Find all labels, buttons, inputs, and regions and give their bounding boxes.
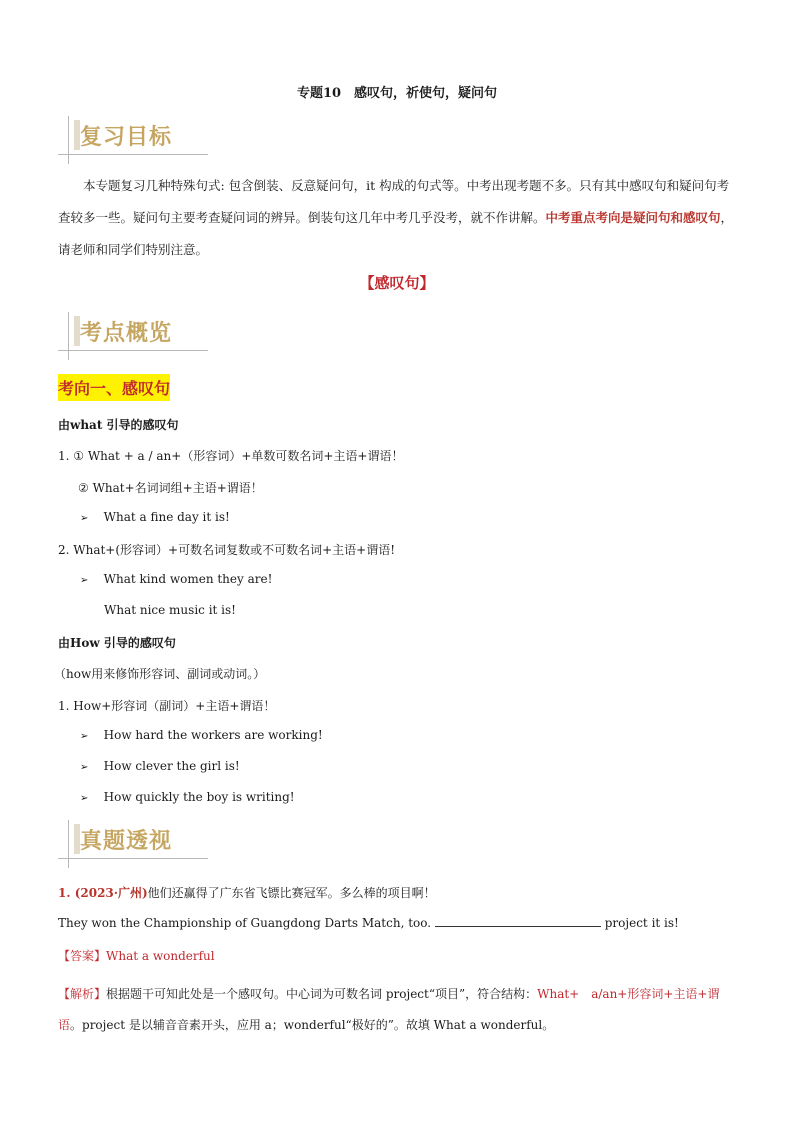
example-text: How hard the workers are working!: [103, 728, 323, 742]
what-rule-2: ② What+名词词组+主语+谓语！: [78, 481, 263, 495]
section-header-label: 考点概览: [80, 321, 173, 346]
analysis-text-2: 。project 是以辅音音素开头，应用 a；wonderful“极好的”。故填 What a wonderful。: [70, 1018, 555, 1032]
question-sentence: [58, 916, 679, 930]
section-header-label: 复习目标: [80, 125, 173, 150]
how-heading: 由How 引导的感叹句: [58, 636, 176, 650]
intro-text-1: 本专题复习几种特殊句式: 包含倒装、反意疑问句，it 构成的句式等。中考出现考题不多。只有其中感叹句和疑问句考查较多一些。疑问句主要考查疑问词的辨异。倒装句这几年中考几乎没考，就不作讲解。: [58, 178, 730, 225]
answer-text: What a wonderful: [106, 949, 215, 963]
how-example-1: [80, 728, 323, 742]
analysis-structure-2: 主语+谓语: [58, 987, 720, 1032]
example-text: What a fine day it is!: [103, 510, 230, 524]
how-rule-1: 1. How+形容词（副词）+主语+谓语！: [58, 699, 276, 713]
example-text: How quickly the boy is writing!: [103, 790, 295, 804]
section-header-label: 真题透视: [80, 829, 173, 854]
bullet-icon: ➢: [80, 575, 89, 586]
how-example-3: [80, 790, 295, 804]
topic-heading: 考向一、感叹句: [58, 374, 170, 401]
bullet-icon: ➢: [80, 513, 89, 524]
example-text: What kind women they are!: [103, 572, 273, 586]
what-rule-1: 1. ① What + a / an+（形容词）+单数可数名词+主语+谓语！: [58, 449, 404, 463]
what-example-1: [80, 510, 230, 524]
analysis-paragraph: [58, 979, 740, 1041]
section-header-real-exam: [58, 820, 218, 868]
analysis-structure-1: What+ a/an+形容词+: [537, 987, 674, 1001]
intro-paragraph: [58, 170, 738, 266]
answer-blank: [435, 916, 601, 927]
what-heading: 由what 引导的感叹句: [58, 418, 179, 432]
bullet-icon: ➢: [80, 762, 89, 773]
intro-text-2: ，请老师和同学们特别注意。: [58, 210, 734, 257]
sentence-end: project it is!: [604, 916, 679, 930]
bullet-icon: ➢: [80, 731, 89, 742]
question-stem: [58, 884, 436, 901]
question-prompt: 他们还赢得了广东省飞镖比赛冠军。多么棒的项目啊！: [147, 886, 436, 900]
intro-highlight: 中考重点考向是疑问句和感叹句: [545, 210, 721, 225]
section-header-review-goal: [58, 116, 218, 164]
how-example-2: [80, 759, 240, 773]
exclamation-heading: 【感叹句】: [359, 274, 435, 292]
example-text: How clever the girl is!: [103, 759, 240, 773]
what-example-3: What nice music it is!: [104, 603, 236, 617]
what-example-2: [80, 572, 272, 586]
sentence-start: They won the Championship of Guangdong Darts Match, too.: [58, 916, 432, 930]
how-note: （how用来修饰形容词、副词或动词。）: [54, 667, 266, 681]
analysis-label: 【解析】: [58, 987, 107, 1001]
answer-line: [58, 947, 215, 964]
section-header-overview: [58, 312, 218, 360]
question-source: 1. (2023·广州): [58, 886, 148, 900]
bullet-icon: ➢: [80, 793, 89, 804]
page-title: 专题10 感叹句，祈使句，疑问句: [296, 86, 498, 101]
what-rule-3: 2. What+(形容词）+可数名词复数或不可数名词+主语+谓语!: [58, 543, 396, 557]
analysis-text-1: 根据题干可知此处是一个感叹句。中心词为可数名词 project“项目”，符合结构：: [106, 987, 538, 1001]
answer-label: 【答案】: [58, 949, 107, 963]
